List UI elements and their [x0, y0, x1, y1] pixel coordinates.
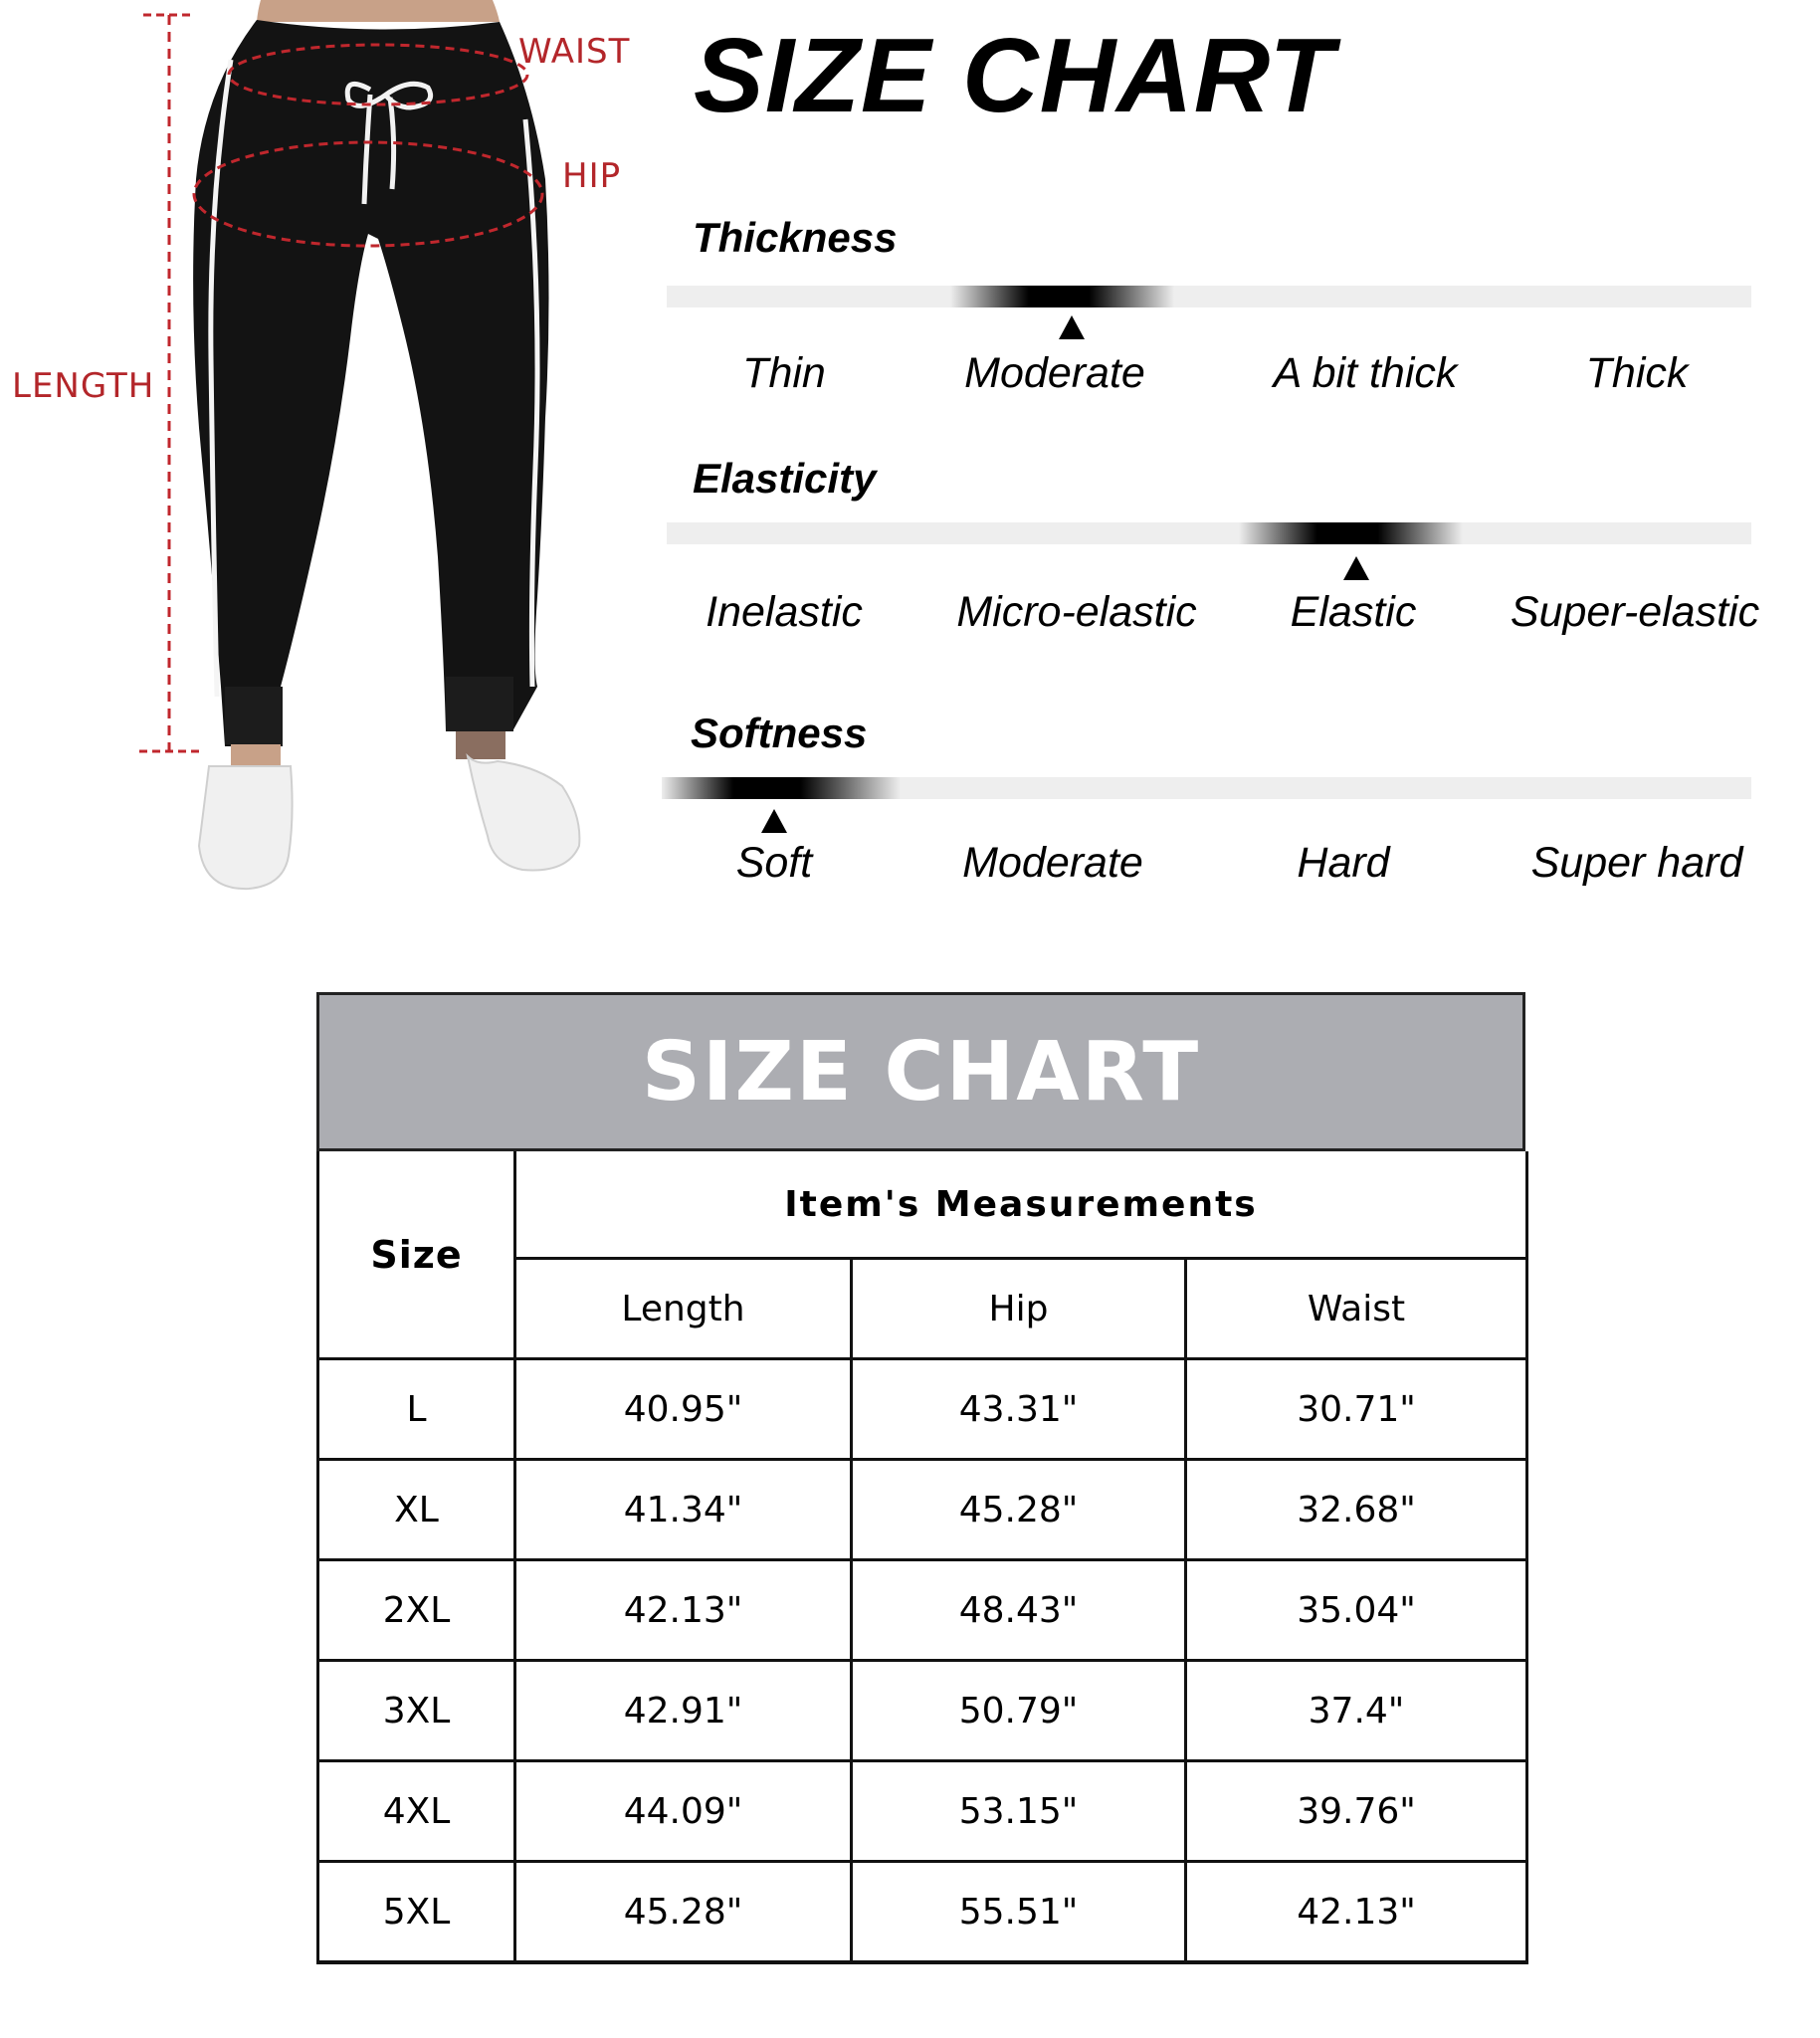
length-cell: 42.91"	[515, 1661, 852, 1761]
left-cuff	[225, 687, 283, 744]
pants-figure	[0, 0, 657, 906]
right-shoe	[468, 756, 579, 871]
thickness-option-moderate: Moderate	[964, 349, 1145, 397]
waist-cell: 35.04"	[1186, 1560, 1527, 1661]
elasticity-option-micro-elastic: Micro-elastic	[956, 588, 1197, 636]
waist-label: WAIST	[518, 32, 631, 72]
table-row	[318, 1661, 1527, 1761]
softness-marker-icon	[761, 809, 787, 833]
size-cell: XL	[318, 1460, 515, 1560]
size-cell: 4XL	[318, 1761, 515, 1862]
thickness-option-a-bit-thick: A bit thick	[1273, 349, 1458, 397]
table-banner-title: SIZE CHART	[641, 1024, 1201, 1120]
softness-title: Softness	[691, 710, 868, 756]
softness-scale	[667, 710, 1761, 909]
elasticity-bar	[667, 522, 1751, 544]
table-row	[318, 1460, 1527, 1560]
table-header-row	[318, 1151, 1527, 1259]
length-cell: 40.95"	[515, 1359, 852, 1460]
hip-cell: 48.43"	[852, 1560, 1186, 1661]
size-header: Size	[318, 1151, 515, 1359]
table-row	[318, 1761, 1527, 1862]
hip-label: HIP	[562, 156, 622, 196]
hip-cell: 53.15"	[852, 1761, 1186, 1862]
thickness-option-thin: Thin	[742, 349, 826, 397]
thickness-option-thick: Thick	[1585, 349, 1689, 397]
size-cell: 2XL	[318, 1560, 515, 1661]
length-cell: 45.28"	[515, 1862, 852, 1963]
right-ankle	[456, 731, 506, 759]
torso-skin	[257, 0, 500, 22]
softness-option-hard: Hard	[1297, 839, 1390, 887]
size-table	[316, 1151, 1528, 1964]
size-table-container	[316, 992, 1525, 1964]
pants-shape	[193, 20, 548, 746]
elasticity-bar-highlight	[1239, 522, 1463, 544]
thickness-scale	[667, 214, 1761, 413]
elasticity-option-super-elastic: Super-elastic	[1510, 588, 1760, 636]
thickness-title: Thickness	[693, 214, 898, 261]
softness-bar-highlight	[662, 777, 901, 799]
size-cell: 5XL	[318, 1862, 515, 1963]
length-cell: 42.13"	[515, 1560, 852, 1661]
pants-illustration	[0, 0, 657, 906]
table-row	[318, 1359, 1527, 1460]
length-label: LENGTH	[12, 366, 155, 406]
length-column-header: Length	[515, 1259, 852, 1359]
hip-cell: 45.28"	[852, 1460, 1186, 1560]
waist-column-header: Waist	[1186, 1259, 1527, 1359]
thickness-bar-highlight	[950, 286, 1174, 307]
hip-cell: 55.51"	[852, 1862, 1186, 1963]
elasticity-title: Elasticity	[693, 455, 877, 502]
softness-option-super-hard: Super hard	[1530, 839, 1743, 887]
softness-option-moderate: Moderate	[962, 839, 1143, 887]
waist-cell: 32.68"	[1186, 1460, 1527, 1560]
table-row	[318, 1862, 1527, 1963]
hip-column-header: Hip	[852, 1259, 1186, 1359]
size-cell: 3XL	[318, 1661, 515, 1761]
elasticity-scale	[667, 455, 1761, 654]
elasticity-option-elastic: Elastic	[1290, 588, 1417, 636]
measurements-header: Item's Measurements	[515, 1151, 1527, 1259]
softness-option-soft: Soft	[735, 839, 813, 887]
waist-cell: 37.4"	[1186, 1661, 1527, 1761]
thickness-bar	[667, 286, 1751, 307]
waist-cell: 39.76"	[1186, 1761, 1527, 1862]
left-ankle	[231, 744, 281, 766]
table-row	[318, 1560, 1527, 1661]
size-cell: L	[318, 1359, 515, 1460]
thickness-marker-icon	[1059, 315, 1085, 339]
elasticity-option-inelastic: Inelastic	[706, 588, 863, 636]
left-shoe	[199, 766, 293, 889]
waist-cell: 30.71"	[1186, 1359, 1527, 1460]
waist-cell: 42.13"	[1186, 1862, 1527, 1963]
table-banner	[316, 992, 1525, 1151]
length-cell: 41.34"	[515, 1460, 852, 1560]
length-cell: 44.09"	[515, 1761, 852, 1862]
page-title: SIZE CHART	[694, 17, 1335, 134]
softness-bar	[662, 777, 1751, 799]
elasticity-marker-icon	[1343, 556, 1369, 580]
right-cuff	[446, 677, 513, 731]
hip-cell: 43.31"	[852, 1359, 1186, 1460]
hip-cell: 50.79"	[852, 1661, 1186, 1761]
